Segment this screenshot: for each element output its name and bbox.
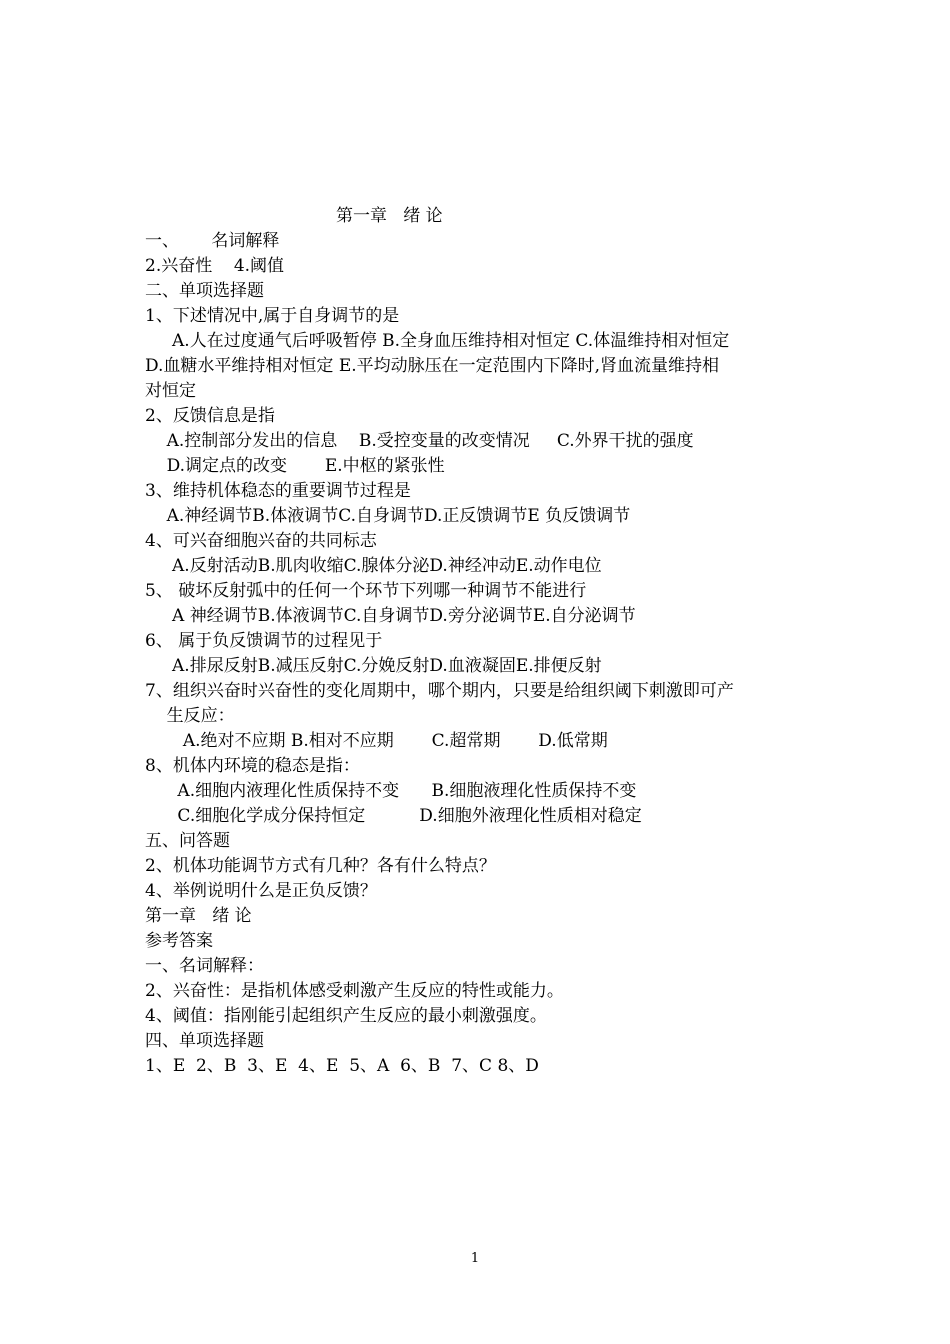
question-1-options-c: 对恒定 xyxy=(145,381,196,401)
answer-threshold: 4、阈值：指刚能引起组织产生反应的最小刺激强度。 xyxy=(145,1006,547,1026)
question-4: 4、可兴奋细胞兴奋的共同标志 xyxy=(145,531,377,551)
answers-chapter-title: 第一章 绪 论 xyxy=(145,906,252,926)
answer-excitability: 2、兴奋性：是指机体感受刺激产生反应的特性或能力。 xyxy=(145,981,564,1001)
question-7: 7、组织兴奋时兴奋性的变化周期中，哪个期内，只要是给组织阈下刺激即可产 xyxy=(145,681,734,701)
question-8: 8、机体内环境的稳态是指： xyxy=(145,756,360,776)
question-6-options: A.排尿反射B.减压反射C.分娩反射D.血液凝固E.排便反射 xyxy=(145,656,602,676)
section-heading-qa: 五、问答题 xyxy=(145,831,230,851)
answers-choice-heading: 四、单项选择题 xyxy=(145,1031,264,1051)
question-5: 5、 破坏反射弧中的任何一个环节下列哪一种调节不能进行 xyxy=(145,581,587,601)
terms-list: 2.兴奋性 4.阈值 xyxy=(145,256,285,276)
page-number: 1 xyxy=(470,1251,480,1266)
question-4-options: A.反射活动B.肌肉收缩C.腺体分泌D.神经冲动E.动作电位 xyxy=(145,556,602,576)
question-1-options-b: D.血糖水平维持相对恒定 E.平均动脉压在一定范围内下降时,肾血流量维持相 xyxy=(145,356,720,376)
question-3-options: A.神经调节B.体液调节C.自身调节D.正反馈调节E 负反馈调节 xyxy=(145,506,631,526)
qa-question-2: 2、机体功能调节方式有几种？各有什么特点？ xyxy=(145,856,496,876)
question-7-continued: 生反应： xyxy=(145,706,235,726)
answers-choice-list: 1、E 2、B 3、E 4、E 5、A 6、B 7、C 8、D xyxy=(145,1056,539,1076)
chapter-title: 第一章 绪 论 xyxy=(336,206,443,226)
question-8-options-b: C.细胞化学成分保持恒定 D.细胞外液理化性质相对稳定 xyxy=(145,806,642,826)
question-2-options-b: D.调定点的改变 E.中枢的紧张性 xyxy=(145,456,445,476)
question-3: 3、维持机体稳态的重要调节过程是 xyxy=(145,481,411,501)
question-5-options: A 神经调节B.体液调节C.自身调节D.旁分泌调节E.自分泌调节 xyxy=(145,606,636,626)
question-7-options: A.绝对不应期 B.相对不应期 C.超常期 D.低常期 xyxy=(145,731,608,751)
answers-terms-heading: 一、名词解释： xyxy=(145,956,264,976)
section-heading-terms: 一、 名词解释 xyxy=(145,231,280,251)
question-2-options-a: A.控制部分发出的信息 B.受控变量的改变情况 C.外界干扰的强度 xyxy=(145,431,694,451)
question-6: 6、 属于负反馈调节的过程见于 xyxy=(145,631,383,651)
question-8-options-a: A.细胞内液理化性质保持不变 B.细胞液理化性质保持不变 xyxy=(145,781,637,801)
qa-question-4: 4、举例说明什么是正负反馈？ xyxy=(145,881,377,901)
question-1: 1、下述情况中,属于自身调节的是 xyxy=(145,306,400,326)
section-heading-choice: 二、单项选择题 xyxy=(145,281,264,301)
answers-heading: 参考答案 xyxy=(145,931,213,951)
question-2: 2、反馈信息是指 xyxy=(145,406,275,426)
question-1-options-a: A.人在过度通气后呼吸暂停 B.全身血压维持相对恒定 C.体温维持相对恒定 xyxy=(145,331,730,351)
